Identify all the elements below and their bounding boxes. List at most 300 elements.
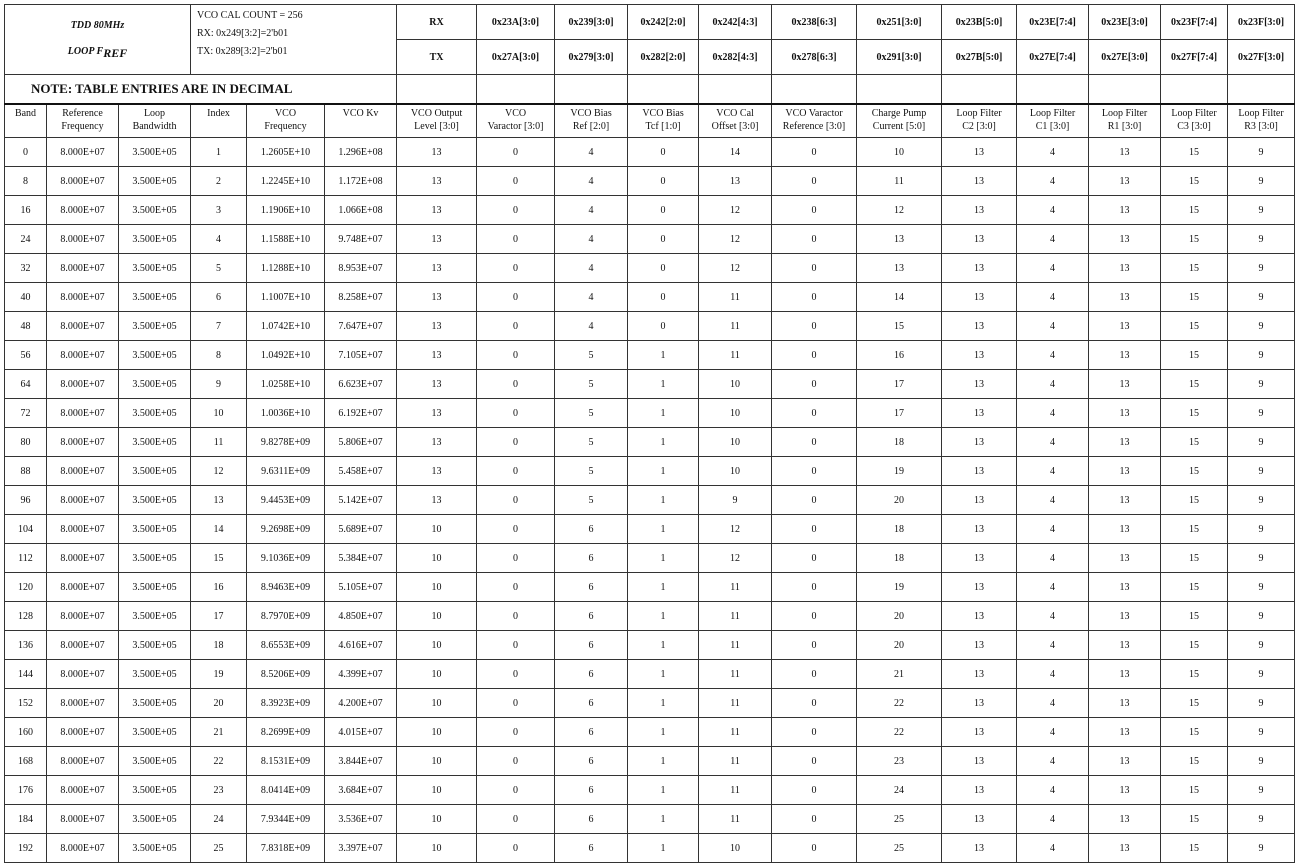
table-cell: 4 bbox=[1017, 515, 1089, 544]
table-cell: 8.000E+07 bbox=[47, 138, 119, 167]
table-cell: 4.015E+07 bbox=[325, 718, 397, 747]
table-cell: 0 bbox=[772, 196, 857, 225]
table-cell: 1 bbox=[628, 747, 699, 776]
table-cell: 112 bbox=[5, 544, 47, 573]
table-cell: 3.500E+05 bbox=[119, 573, 191, 602]
column-header-line-1: VCO Bias bbox=[570, 108, 612, 119]
table-cell: 5.105E+07 bbox=[325, 573, 397, 602]
note-row-blank-cell bbox=[628, 75, 699, 105]
table-cell: 0 bbox=[477, 138, 555, 167]
column-header bbox=[119, 104, 191, 138]
table-cell: 9 bbox=[1228, 834, 1295, 863]
table-cell: 15 bbox=[1161, 544, 1228, 573]
table-cell: 11 bbox=[699, 689, 772, 718]
table-cell: 12 bbox=[191, 457, 247, 486]
table-cell: 6 bbox=[555, 544, 628, 573]
table-cell: 3.536E+07 bbox=[325, 805, 397, 834]
table-cell: 184 bbox=[5, 805, 47, 834]
table-cell: 0 bbox=[477, 254, 555, 283]
table-cell: 15 bbox=[1161, 689, 1228, 718]
table-cell: 10 bbox=[397, 776, 477, 805]
table-cell: 8.000E+07 bbox=[47, 312, 119, 341]
table-cell: 1.172E+08 bbox=[325, 167, 397, 196]
column-header bbox=[772, 104, 857, 138]
column-header bbox=[5, 104, 47, 138]
tx-register-cell: 0x27B[5:0] bbox=[942, 40, 1017, 75]
table-cell: 3.500E+05 bbox=[119, 747, 191, 776]
column-header bbox=[397, 104, 477, 138]
table-cell: 13 bbox=[1089, 138, 1161, 167]
rx-register-cell: 0x242[2:0] bbox=[628, 5, 699, 40]
table-cell: 11 bbox=[699, 573, 772, 602]
column-header-line-1: VCO Output bbox=[410, 108, 463, 119]
table-cell: 0 bbox=[477, 660, 555, 689]
table-cell: 15 bbox=[1161, 660, 1228, 689]
table-cell: 25 bbox=[857, 834, 942, 863]
table-cell: 13 bbox=[942, 689, 1017, 718]
column-header-row bbox=[5, 104, 1295, 138]
table-cell: 5 bbox=[555, 457, 628, 486]
table-cell: 22 bbox=[857, 689, 942, 718]
table-cell: 10 bbox=[397, 631, 477, 660]
table-cell: 1 bbox=[191, 138, 247, 167]
table-cell: 18 bbox=[191, 631, 247, 660]
table-cell: 160 bbox=[5, 718, 47, 747]
table-cell: 4 bbox=[1017, 776, 1089, 805]
table-cell: 0 bbox=[477, 486, 555, 515]
tx-register-cell: 0x278[6:3] bbox=[772, 40, 857, 75]
table-cell: 8.5206E+09 bbox=[247, 660, 325, 689]
table-cell: 11 bbox=[699, 660, 772, 689]
table-cell: 4 bbox=[555, 283, 628, 312]
table-cell: 9 bbox=[1228, 254, 1295, 283]
table-cell: 13 bbox=[1089, 225, 1161, 254]
column-header-line-1: Index bbox=[207, 108, 230, 119]
table-cell: 13 bbox=[942, 254, 1017, 283]
table-cell: 0 bbox=[772, 544, 857, 573]
table-cell: 3.500E+05 bbox=[119, 776, 191, 805]
table-cell: 10 bbox=[397, 834, 477, 863]
tx-register-cell: 0x291[3:0] bbox=[857, 40, 942, 75]
table-cell: 15 bbox=[1161, 718, 1228, 747]
table-cell: 8.0414E+09 bbox=[247, 776, 325, 805]
note-row-blank-cell bbox=[942, 75, 1017, 105]
table-cell: 9 bbox=[1228, 718, 1295, 747]
table-cell: 3.500E+05 bbox=[119, 196, 191, 225]
table-cell: 4 bbox=[1017, 196, 1089, 225]
table-cell: 11 bbox=[699, 776, 772, 805]
table-cell: 0 bbox=[477, 776, 555, 805]
table-cell: 13 bbox=[942, 718, 1017, 747]
table-cell: 6 bbox=[555, 805, 628, 834]
table-cell: 0 bbox=[772, 660, 857, 689]
note-row-blank-cell bbox=[772, 75, 857, 105]
table-cell: 13 bbox=[942, 196, 1017, 225]
table-cell: 8.258E+07 bbox=[325, 283, 397, 312]
column-header-line-1: Loop Filter bbox=[1029, 108, 1076, 119]
table-cell: 4 bbox=[1017, 805, 1089, 834]
table-cell: 4 bbox=[1017, 544, 1089, 573]
table-cell: 15 bbox=[1161, 486, 1228, 515]
table-cell: 8.000E+07 bbox=[47, 486, 119, 515]
table-cell: 16 bbox=[191, 573, 247, 602]
table-cell: 0 bbox=[5, 138, 47, 167]
table-row bbox=[5, 515, 1295, 544]
table-cell: 24 bbox=[5, 225, 47, 254]
table-cell: 8.000E+07 bbox=[47, 573, 119, 602]
table-cell: 8.6553E+09 bbox=[247, 631, 325, 660]
column-header-line-1: Loop bbox=[143, 108, 166, 119]
table-cell: 13 bbox=[1089, 776, 1161, 805]
table-cell: 9 bbox=[1228, 167, 1295, 196]
table-cell: 11 bbox=[699, 631, 772, 660]
table-cell: 0 bbox=[477, 805, 555, 834]
table-cell: 14 bbox=[699, 138, 772, 167]
column-header bbox=[942, 104, 1017, 138]
table-cell: 2 bbox=[191, 167, 247, 196]
table-cell: 1 bbox=[628, 631, 699, 660]
table-cell: 6.192E+07 bbox=[325, 399, 397, 428]
table-cell: 12 bbox=[699, 544, 772, 573]
table-cell: 0 bbox=[477, 167, 555, 196]
table-cell: 3.684E+07 bbox=[325, 776, 397, 805]
table-cell: 3.500E+05 bbox=[119, 225, 191, 254]
table-row bbox=[5, 486, 1295, 515]
table-row bbox=[5, 341, 1295, 370]
column-header-line-2: Offset [3:0] bbox=[711, 121, 759, 132]
table-cell: 9.748E+07 bbox=[325, 225, 397, 254]
table-cell: 4 bbox=[1017, 167, 1089, 196]
table-cell: 9 bbox=[1228, 138, 1295, 167]
table-row bbox=[5, 428, 1295, 457]
column-header bbox=[628, 104, 699, 138]
table-cell: 9 bbox=[1228, 631, 1295, 660]
table-cell: 20 bbox=[857, 486, 942, 515]
table-cell: 6 bbox=[555, 515, 628, 544]
column-header-line-1: Loop Filter bbox=[1101, 108, 1148, 119]
table-cell: 15 bbox=[1161, 312, 1228, 341]
table-cell: 1 bbox=[628, 573, 699, 602]
table-cell: 13 bbox=[397, 196, 477, 225]
note-text: NOTE: TABLE ENTRIES ARE IN DECIMAL bbox=[5, 75, 397, 105]
table-cell: 8.000E+07 bbox=[47, 370, 119, 399]
note-row-blank-cell bbox=[397, 75, 477, 105]
table-cell: 13 bbox=[942, 776, 1017, 805]
table-cell: 1 bbox=[628, 805, 699, 834]
table-row bbox=[5, 805, 1295, 834]
rx-register-cell: 0x23A[3:0] bbox=[477, 5, 555, 40]
table-cell: 0 bbox=[772, 486, 857, 515]
column-header bbox=[1089, 104, 1161, 138]
table-cell: 120 bbox=[5, 573, 47, 602]
table-cell: 13 bbox=[1089, 573, 1161, 602]
table-cell: 13 bbox=[942, 631, 1017, 660]
table-cell: 19 bbox=[857, 457, 942, 486]
table-cell: 4 bbox=[1017, 660, 1089, 689]
table-cell: 18 bbox=[857, 428, 942, 457]
table-cell: 13 bbox=[1089, 196, 1161, 225]
table-cell: 10 bbox=[191, 399, 247, 428]
table-cell: 0 bbox=[628, 196, 699, 225]
table-cell: 13 bbox=[1089, 399, 1161, 428]
table-cell: 13 bbox=[1089, 312, 1161, 341]
table-cell: 19 bbox=[857, 573, 942, 602]
table-cell: 4 bbox=[1017, 254, 1089, 283]
table-cell: 13 bbox=[1089, 486, 1161, 515]
table-cell: 17 bbox=[857, 399, 942, 428]
column-header-line-2: C1 [3:0] bbox=[1035, 121, 1070, 132]
table-cell: 14 bbox=[191, 515, 247, 544]
table-cell: 0 bbox=[772, 515, 857, 544]
table-cell: 20 bbox=[191, 689, 247, 718]
table-cell: 0 bbox=[628, 312, 699, 341]
table-cell: 11 bbox=[699, 602, 772, 631]
table-row bbox=[5, 631, 1295, 660]
table-cell: 13 bbox=[942, 428, 1017, 457]
table-cell: 0 bbox=[477, 428, 555, 457]
table-row bbox=[5, 225, 1295, 254]
tx-register-cell: 0x27F[3:0] bbox=[1228, 40, 1295, 75]
table-cell: 8.2699E+09 bbox=[247, 718, 325, 747]
table-cell: 8.000E+07 bbox=[47, 776, 119, 805]
table-cell: 40 bbox=[5, 283, 47, 312]
table-cell: 20 bbox=[857, 631, 942, 660]
table-cell: 4 bbox=[1017, 428, 1089, 457]
table-cell: 10 bbox=[397, 573, 477, 602]
rx-register-cell: 0x238[6:3] bbox=[772, 5, 857, 40]
column-header-line-1: VCO bbox=[274, 108, 297, 119]
table-cell: 15 bbox=[1161, 370, 1228, 399]
table-cell: 8.000E+07 bbox=[47, 660, 119, 689]
table-cell: 48 bbox=[5, 312, 47, 341]
table-row bbox=[5, 196, 1295, 225]
table-cell: 14 bbox=[857, 283, 942, 312]
note-row-blank-cell bbox=[1161, 75, 1228, 105]
table-cell: 4 bbox=[555, 167, 628, 196]
table-cell: 13 bbox=[397, 254, 477, 283]
table-cell: 7.9344E+09 bbox=[247, 805, 325, 834]
table-cell: 8.000E+07 bbox=[47, 805, 119, 834]
table-row bbox=[5, 312, 1295, 341]
table-cell: 13 bbox=[942, 283, 1017, 312]
table-row bbox=[5, 776, 1295, 805]
column-header bbox=[1017, 104, 1089, 138]
table-cell: 13 bbox=[397, 399, 477, 428]
table-row bbox=[5, 747, 1295, 776]
table-cell: 8.000E+07 bbox=[47, 718, 119, 747]
rx-cal-setting: RX: 0x249[3:2]=2'b01 bbox=[197, 28, 289, 39]
table-cell: 3.397E+07 bbox=[325, 834, 397, 863]
table-cell: 5 bbox=[555, 370, 628, 399]
table-cell: 15 bbox=[1161, 602, 1228, 631]
table-cell: 3.500E+05 bbox=[119, 834, 191, 863]
table-cell: 23 bbox=[191, 776, 247, 805]
note-row-blank-cell bbox=[1089, 75, 1161, 105]
table-cell: 13 bbox=[942, 602, 1017, 631]
table-cell: 1 bbox=[628, 776, 699, 805]
table-row bbox=[5, 399, 1295, 428]
vco-cal-count: VCO CAL COUNT = 256 bbox=[197, 10, 303, 21]
table-cell: 8.1531E+09 bbox=[247, 747, 325, 776]
table-cell: 8.000E+07 bbox=[47, 631, 119, 660]
table-cell: 9.4453E+09 bbox=[247, 486, 325, 515]
table-cell: 0 bbox=[772, 283, 857, 312]
table-cell: 1 bbox=[628, 544, 699, 573]
table-cell: 13 bbox=[942, 138, 1017, 167]
table-row bbox=[5, 834, 1295, 863]
table-cell: 4 bbox=[1017, 573, 1089, 602]
table-cell: 1.1288E+10 bbox=[247, 254, 325, 283]
table-cell: 24 bbox=[191, 805, 247, 834]
table-cell: 0 bbox=[628, 138, 699, 167]
table-cell: 56 bbox=[5, 341, 47, 370]
table-cell: 13 bbox=[1089, 167, 1161, 196]
table-cell: 0 bbox=[772, 602, 857, 631]
table-cell: 13 bbox=[1089, 834, 1161, 863]
table-cell: 12 bbox=[699, 225, 772, 254]
table-row bbox=[5, 718, 1295, 747]
table-cell: 6 bbox=[555, 747, 628, 776]
table-cell: 9 bbox=[1228, 312, 1295, 341]
table-cell: 5.806E+07 bbox=[325, 428, 397, 457]
table-cell: 4 bbox=[1017, 312, 1089, 341]
table-cell: 0 bbox=[772, 341, 857, 370]
table-cell: 13 bbox=[699, 167, 772, 196]
table-cell: 6 bbox=[191, 283, 247, 312]
table-cell: 1.0492E+10 bbox=[247, 341, 325, 370]
table-cell: 15 bbox=[1161, 631, 1228, 660]
table-cell: 6 bbox=[555, 718, 628, 747]
table-body bbox=[5, 138, 1295, 863]
table-cell: 18 bbox=[857, 544, 942, 573]
table-cell: 8.9463E+09 bbox=[247, 573, 325, 602]
table-cell: 0 bbox=[477, 341, 555, 370]
table-cell: 5.458E+07 bbox=[325, 457, 397, 486]
table-cell: 32 bbox=[5, 254, 47, 283]
column-header-line-1: VCO Cal bbox=[716, 108, 754, 119]
table-cell: 8.000E+07 bbox=[47, 167, 119, 196]
table-cell: 7.105E+07 bbox=[325, 341, 397, 370]
table-cell: 13 bbox=[1089, 254, 1161, 283]
table-cell: 3.500E+05 bbox=[119, 544, 191, 573]
table-cell: 16 bbox=[5, 196, 47, 225]
table-row bbox=[5, 602, 1295, 631]
table-cell: 13 bbox=[942, 544, 1017, 573]
table-cell: 10 bbox=[397, 660, 477, 689]
tx-register-cell: 0x27A[3:0] bbox=[477, 40, 555, 75]
table-cell: 3.500E+05 bbox=[119, 718, 191, 747]
rx-register-cell: 0x23F[7:4] bbox=[1161, 5, 1228, 40]
table-cell: 7 bbox=[191, 312, 247, 341]
tx-cal-setting: TX: 0x289[3:2]=2'b01 bbox=[197, 46, 288, 57]
table-cell: 4 bbox=[1017, 602, 1089, 631]
table-cell: 0 bbox=[772, 138, 857, 167]
table-cell: 8.953E+07 bbox=[325, 254, 397, 283]
table-cell: 8.000E+07 bbox=[47, 747, 119, 776]
column-header-line-2: R3 [3:0] bbox=[1244, 121, 1278, 132]
column-header-line-2: Reference [3:0] bbox=[782, 121, 846, 132]
table-cell: 3.500E+05 bbox=[119, 283, 191, 312]
table-cell: 9 bbox=[1228, 805, 1295, 834]
table-cell: 9 bbox=[1228, 370, 1295, 399]
table-cell: 4.850E+07 bbox=[325, 602, 397, 631]
table-cell: 0 bbox=[772, 254, 857, 283]
tx-register-cell: 0x27F[7:4] bbox=[1161, 40, 1228, 75]
table-cell: 144 bbox=[5, 660, 47, 689]
table-cell: 13 bbox=[397, 341, 477, 370]
table-cell: 4 bbox=[555, 196, 628, 225]
column-header-line-1: VCO Bias bbox=[642, 108, 684, 119]
table-cell: 9.6311E+09 bbox=[247, 457, 325, 486]
note-row-blank-cell bbox=[555, 75, 628, 105]
table-cell: 13 bbox=[1089, 428, 1161, 457]
table-cell: 3.500E+05 bbox=[119, 805, 191, 834]
table-cell: 0 bbox=[477, 399, 555, 428]
table-cell: 3.500E+05 bbox=[119, 660, 191, 689]
table-cell: 64 bbox=[5, 370, 47, 399]
table-cell: 13 bbox=[397, 283, 477, 312]
table-cell: 8.000E+07 bbox=[47, 515, 119, 544]
table-cell: 13 bbox=[1089, 515, 1161, 544]
table-cell: 10 bbox=[699, 457, 772, 486]
table-cell: 13 bbox=[942, 660, 1017, 689]
table-cell: 0 bbox=[477, 370, 555, 399]
table-cell: 128 bbox=[5, 602, 47, 631]
column-header-line-2: Frequency bbox=[61, 121, 104, 132]
column-header-line-2: Bandwidth bbox=[132, 121, 177, 132]
table-cell: 15 bbox=[1161, 573, 1228, 602]
table-cell: 3.500E+05 bbox=[119, 457, 191, 486]
table-cell: 13 bbox=[1089, 544, 1161, 573]
tx-register-cell: 0x27E[3:0] bbox=[1089, 40, 1161, 75]
table-cell: 4.399E+07 bbox=[325, 660, 397, 689]
note-row-blank-cell bbox=[477, 75, 555, 105]
table-cell: 152 bbox=[5, 689, 47, 718]
table-cell: 13 bbox=[397, 167, 477, 196]
table-cell: 15 bbox=[1161, 776, 1228, 805]
table-cell: 1 bbox=[628, 486, 699, 515]
table-cell: 10 bbox=[699, 370, 772, 399]
table-cell: 25 bbox=[857, 805, 942, 834]
table-cell: 4 bbox=[1017, 225, 1089, 254]
table-cell: 13 bbox=[1089, 689, 1161, 718]
table-row bbox=[5, 660, 1295, 689]
table-cell: 6 bbox=[555, 573, 628, 602]
table-cell: 4 bbox=[555, 138, 628, 167]
table-cell: 3.500E+05 bbox=[119, 515, 191, 544]
table-cell: 4 bbox=[1017, 399, 1089, 428]
column-header-line-2: Tcf [1:0] bbox=[645, 121, 681, 132]
table-cell: 13 bbox=[942, 341, 1017, 370]
table-cell: 4.200E+07 bbox=[325, 689, 397, 718]
table-cell: 15 bbox=[1161, 167, 1228, 196]
table-cell: 192 bbox=[5, 834, 47, 863]
table-cell: 13 bbox=[191, 486, 247, 515]
table-cell: 13 bbox=[1089, 457, 1161, 486]
column-header-line-1: Loop Filter bbox=[956, 108, 1002, 119]
table-cell: 1.2245E+10 bbox=[247, 167, 325, 196]
table-cell: 13 bbox=[942, 573, 1017, 602]
table-cell: 17 bbox=[191, 602, 247, 631]
table-cell: 20 bbox=[857, 602, 942, 631]
column-header-line-1: Reference bbox=[62, 108, 103, 119]
table-cell: 15 bbox=[1161, 138, 1228, 167]
table-cell: 15 bbox=[1161, 341, 1228, 370]
table-cell: 13 bbox=[397, 457, 477, 486]
table-cell: 15 bbox=[1161, 283, 1228, 312]
table-cell: 6 bbox=[555, 602, 628, 631]
table-cell: 3.500E+05 bbox=[119, 428, 191, 457]
